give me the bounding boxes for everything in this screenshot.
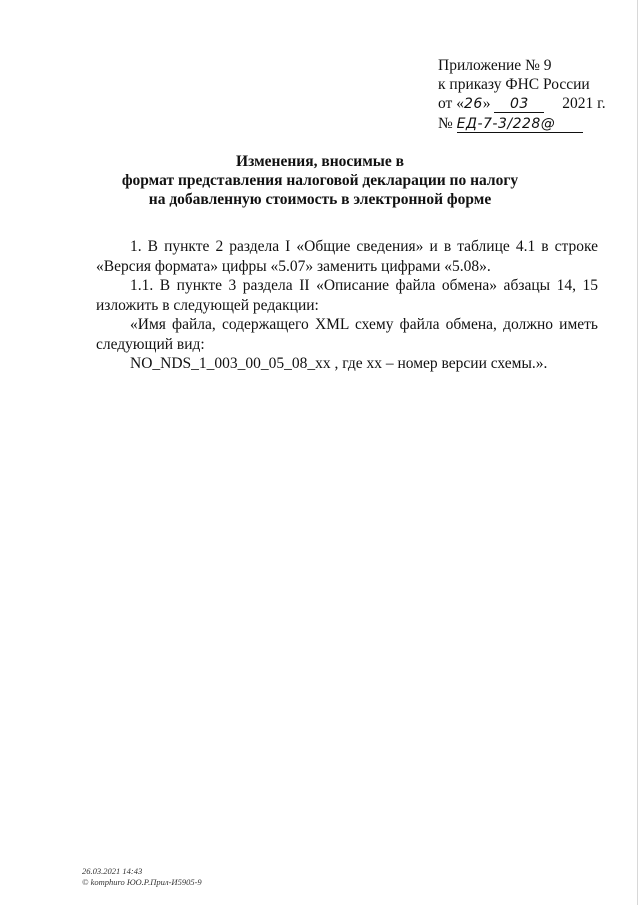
appendix-order-ref: к приказу ФНС России xyxy=(438,76,590,93)
paragraph-2: 1.1. В пункте 3 раздела II «Описание файла обмена» абзацы 14, 15 изложить в следующей редакции: xyxy=(96,277,598,314)
title-line-1: Изменения, вносимые в xyxy=(236,153,404,170)
paragraph-4: NO_NDS_1_003_00_05_08_xx , где хх – номер версии схемы.». xyxy=(130,355,548,372)
document-body xyxy=(96,237,598,374)
date-mid: » xyxy=(482,95,491,112)
footer-file-ref: © komphuro ЮО.Р.Прил-И5905-9 xyxy=(82,877,202,887)
page-edge-line xyxy=(637,0,638,905)
date-day-handwritten: 26 xyxy=(463,96,483,112)
title-line-2: формат представления налоговой декларации по налогу xyxy=(121,172,519,189)
appendix-order-number xyxy=(438,114,628,133)
date-month-handwritten: 03 xyxy=(494,96,544,113)
footer-timestamp: 26.03.2021 14:43 xyxy=(82,866,143,876)
date-year: 2021 г. xyxy=(562,95,606,112)
paragraph-3: «Имя файла, содержащего XML схему файла обмена, должно иметь следующий вид: xyxy=(96,316,598,353)
appendix-header xyxy=(438,56,628,133)
appendix-date xyxy=(438,94,628,114)
paragraph-1: 1. В пункте 2 раздела I «Общие сведения» и в таблице 4.1 в строке «Версия формата» цифры «5.07» заменить цифрами «5.08». xyxy=(96,238,598,275)
appendix-number: Приложение № 9 xyxy=(438,57,552,74)
order-number-handwritten: ЕД-7-3/228@ xyxy=(457,116,583,133)
number-prefix: № xyxy=(438,115,453,132)
document-title xyxy=(100,152,540,209)
title-line-3: на добавленную стоимость в электронной форме xyxy=(148,191,492,208)
date-prefix: от « xyxy=(438,95,464,112)
document-footer xyxy=(82,866,202,888)
